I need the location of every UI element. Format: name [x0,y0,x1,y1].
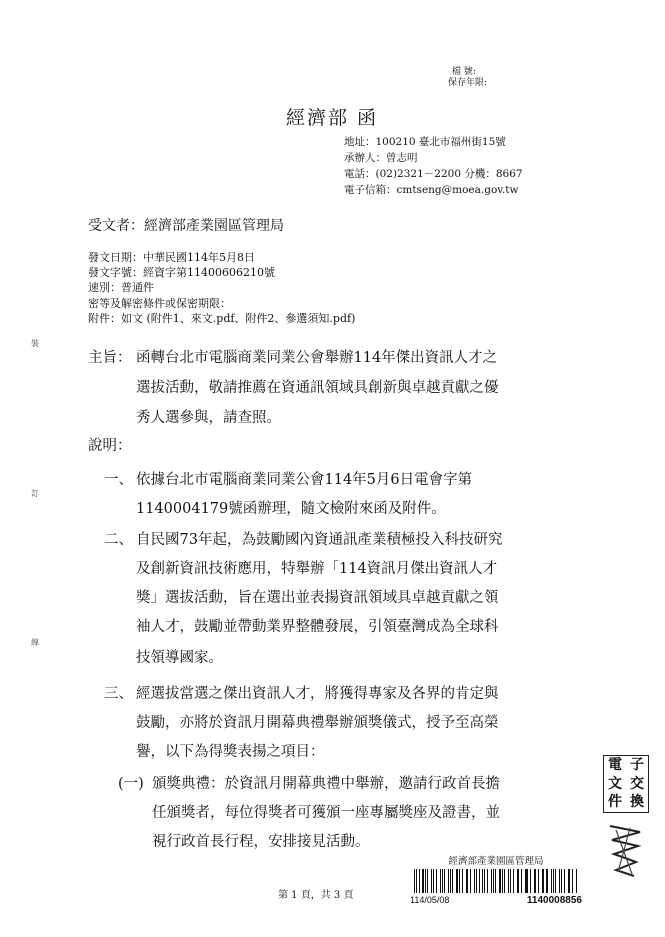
barcode-bar [456,869,458,893]
confidentiality: 密等及解密條件或保密期限： [88,297,231,310]
item-line: 經選拔當選之傑出資訊人才，將獲得專家及各界的肯定與 [136,686,499,702]
sub-item-line: 頒獎典禮：於資訊月開幕典禮中舉辦，邀請行政首長擔 [152,776,500,792]
barcode-bar [479,869,480,893]
barcode-bar [504,869,505,893]
stamp-char: 子 [630,757,644,773]
barcode-bar [517,869,518,893]
barcode-bar [518,869,519,893]
barcode-bar [470,869,472,893]
item-number: 一、 [104,472,133,488]
barcode-bar [431,869,432,893]
barcode-bar [542,869,543,893]
barcode-bar [484,869,485,893]
item-number: 二、 [104,532,133,548]
item-line: 譽，以下為得獎表揚之項目： [136,744,325,760]
margin-mark-staple: 訂 [31,489,39,498]
barcode-bar [433,869,434,893]
barcode-bar [508,869,510,893]
barcode-bar [569,869,570,893]
barcode-bar [502,869,503,893]
barcode-bar [499,869,500,893]
item-line: 獎」選拔活動，旨在選出並表揚資訊領域具卓越貢獻之領 [136,590,499,606]
barcode-bar [510,869,511,893]
barcode-date: 114/05/08 [410,895,450,905]
barcode-bar [440,869,441,893]
page-number: 第 1 頁，共 3 頁 [278,890,354,901]
barcode-bar [525,869,526,893]
sender-phone: 電話：(02)2321－2200 分機：8667 [344,168,523,180]
barcode-bar [543,869,544,893]
issue-number: 發文字號：經資字第11400606210號 [88,266,275,279]
barcode-bar [535,869,536,893]
barcode-bar [459,869,460,893]
item-line: 及創新資訊技術應用，特舉辦「114資訊月傑出資訊人才 [136,561,498,577]
item-line: 依據台北市電腦商業同業公會114年5月6日電會字第 [136,472,473,488]
barcode-bar [513,869,514,893]
subject-line: 秀人選參與，請查照。 [136,410,281,426]
subject-line: 選拔活動，敬請推薦在資通訊領域具創新與卓越貢獻之優 [136,380,499,396]
sender-contact: 承辦人：曾志明 [344,152,418,164]
barcode-bar [416,869,417,893]
electronic-exchange-stamp [603,755,649,813]
retention-period-label: 保存年限: [448,78,488,88]
barcode-bar [546,869,548,893]
receipt-barcode-block [410,853,582,906]
stamp-char: 件 [608,794,622,811]
barcode-bar [419,869,420,893]
stamp-char: 換 [630,794,644,811]
barcode-bar [530,869,531,893]
subject-line: 函轉台北市電腦商業同業公會舉辦114年傑出資訊人才之 [136,350,498,366]
item-line: 技領導國家。 [136,650,223,666]
barcode-bar [467,869,468,893]
barcode-bar [555,869,556,893]
stamp-char: 文 [608,775,622,792]
barcode-bar [521,869,522,893]
barcode-bar [553,869,554,893]
sub-item-line: 任頒獎者，每位得獎者可獲頒一座專屬獎座及證書，並 [152,805,500,821]
barcode-bar [422,869,424,893]
barcode [414,869,578,893]
item-number: 三、 [104,686,133,702]
barcode-bar [466,869,467,893]
barcode-bar [534,869,535,893]
barcode-bar [414,869,415,893]
item-line: 鼓勵，亦將於資訊月開幕典禮舉辦頒獎儀式，授予至高榮 [136,715,499,731]
sender-address: 地址：100210 臺北市福州街15號 [344,136,506,148]
barcode-bar [491,869,492,893]
margin-mark-bind: 裝 [31,339,39,348]
barcode-bar [526,869,528,893]
recipient: 受文者：經濟部產業園區管理局 [88,218,284,234]
barcode-bar [561,869,563,893]
barcode-number: 1140008856 [526,895,582,906]
item-line: 自民國73年起，為鼓勵國內資通訊產業積極投入科技研究 [136,532,503,548]
barcode-bar [572,869,573,893]
barcode-org-label: 經濟部產業園區管理局 [448,856,544,867]
sub-item-line: 視行政首長行程，安排接見活動。 [152,834,370,850]
stamp-char: 電 [608,757,622,773]
barcode-bar [436,869,438,893]
delivery-speed: 速別：普通件 [88,281,154,294]
barcode-bar [442,869,443,893]
sub-item-number: (一) [118,776,144,792]
barcode-bar [495,869,496,893]
barcode-bar [427,869,428,893]
item-line: 袖人才，鼓勵並帶動業界整體發展，引領臺灣成為全球科 [136,619,499,635]
barcode-bar [450,869,451,893]
barcode-bar [576,869,577,893]
barcode-bar [448,869,449,893]
barcode-bar [452,869,453,893]
attachments: 附件：如文 (附件1、來文.pdf、附件2、參選須知.pdf) [88,312,356,325]
barcode-bar [425,869,426,893]
barcode-bar [462,869,463,893]
file-number-label: 檔 號: [452,67,476,77]
barcode-bar [487,869,489,893]
stamp-scribble-icon [606,822,644,880]
item-line: 1140004179號函辦理，隨文檢附來函及附件。 [136,501,446,517]
barcode-bar [538,869,539,893]
barcode-bar [564,869,565,893]
explanation-label: 說明： [88,438,132,454]
barcode-bar [482,869,483,893]
margin-mark-line: 線 [31,638,39,647]
stamp-char: 交 [630,775,644,792]
sender-email: 電子信箱：cmtseng@moea.gov.tw [344,184,519,196]
issue-date: 發文日期：中華民國114年5月8日 [88,251,255,264]
subject-label: 主旨： [88,350,132,366]
barcode-bar [559,869,560,893]
barcode-bar [476,869,477,893]
barcode-bar [444,869,445,893]
document-title: 經濟部 函 [286,107,379,129]
barcode-bar [568,869,569,893]
barcode-bar [551,869,552,893]
barcode-bar [474,869,475,893]
barcode-bar [493,869,494,893]
